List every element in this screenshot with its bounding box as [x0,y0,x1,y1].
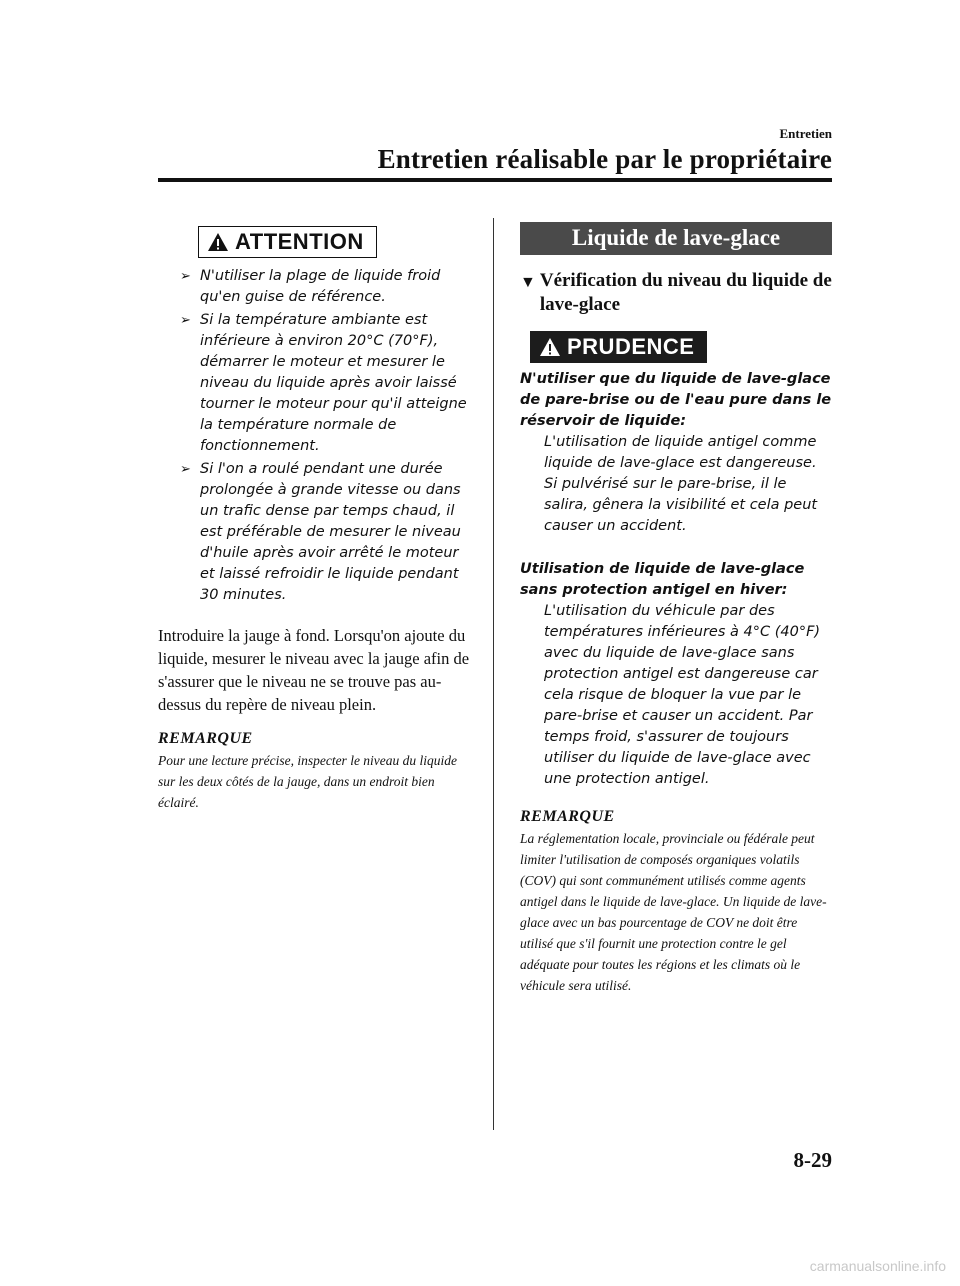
subheading [520,269,832,317]
subheading-text: Vérification du niveau du liquide de lave-glace [539,270,832,315]
attention-label: ATTENTION [235,229,364,254]
bullet-text: Si la température ambiante est inférieure à environ 20°C (70°F), démarrer le moteur et mesurer le niveau du liquide après avoir laissé tourner le moteur pour qu'il atteigne la température normale de fonctionnement. [200,312,467,454]
arrow-bullet-icon: ➢ [180,269,191,284]
warning-triangle-icon [207,232,229,252]
note-title: REMARQUE [158,730,253,747]
list-item [180,459,476,606]
warning-1-text: L'utilisation de liquide antigel comme liquide de lave-glace est dangereuse. Si pulvérisé sur le pare-brise, il le salira, gênera la visibilité et cela peut causer un accident. [544,434,818,534]
header-rule [158,178,832,182]
attention-label-box [198,226,377,258]
column-divider [493,218,494,1130]
warning-1-title: N'utiliser que du liquide de lave-glace de pare-brise ou de l'eau pure dans le réservoir de liquide: [520,371,832,429]
body-paragraph: Introduire la jauge à fond. Lorsqu'on ajoute du liquide, mesurer le niveau avec la jauge afin de s'assurer que le niveau ne se trouve pas au-dessus du repère de niveau plein. [158,626,470,714]
triangle-down-icon: ▼ [520,274,536,291]
warning-triangle-icon [539,337,561,357]
bullet-text: Si l'on a roulé pendant une durée prolongée à grande vitesse ou dans un trafic dense par temps chaud, il est préférable de mesurer le niveau d'huile après avoir arrêté le moteur et laissé refroidir le liquide pendant 30 minutes. [200,461,461,603]
note-title: REMARQUE [520,808,615,825]
note-text: La réglementation locale, provinciale ou fédérale peut limiter l'utilisation de composés organiques volatils (COV) qui sont communément utilisés comme agents antigel dans le liquide de lave-glace. Un liquide de lave-glace avec un bas pourcentage de COV ne doit être utilisé que s'il fournit une protection contre le gel adéquate pour toutes les régions et les climats où le véhicule sera utilisé. [520,831,827,993]
arrow-bullet-icon: ➢ [180,462,191,477]
prudence-label-box [530,331,707,363]
arrow-bullet-icon: ➢ [180,313,191,328]
section-title: Liquide de lave-glace [520,222,832,255]
bullet-text: N'utiliser la plage de liquide froid qu'en guise de référence. [200,268,441,305]
watermark: carmanualsonline.info [809,1258,946,1274]
left-column [158,226,476,813]
list-item [180,310,476,457]
warning-2-title: Utilisation de liquide de lave-glace sans protection antigel en hiver: [520,561,805,598]
right-column [520,222,832,996]
attention-bullets [158,266,476,606]
prudence-block [530,331,832,363]
list-item [180,266,476,308]
attention-block [198,226,476,258]
warning-2-text: L'utilisation du véhicule par des températures inférieures à 4°C (40°F) avec du liquide de lave-glace sans protection antigel est dangereuse car cela risque de bloquer la vue par le pare-brise et causer un accident. Par temps froid, s'assurer de toujours utiliser du liquide de lave-glace avec une protection antigel. [544,603,821,787]
prudence-label: PRUDENCE [567,334,695,359]
note-text: Pour une lecture précise, inspecter le niveau du liquide sur les deux côtés de la jauge, dans un endroit bien éclairé. [158,753,458,810]
header-section-label: Entretien [779,126,832,141]
header-title: Entretien réalisable par le propriétaire [377,144,832,174]
page-number: 8-29 [793,1148,832,1172]
